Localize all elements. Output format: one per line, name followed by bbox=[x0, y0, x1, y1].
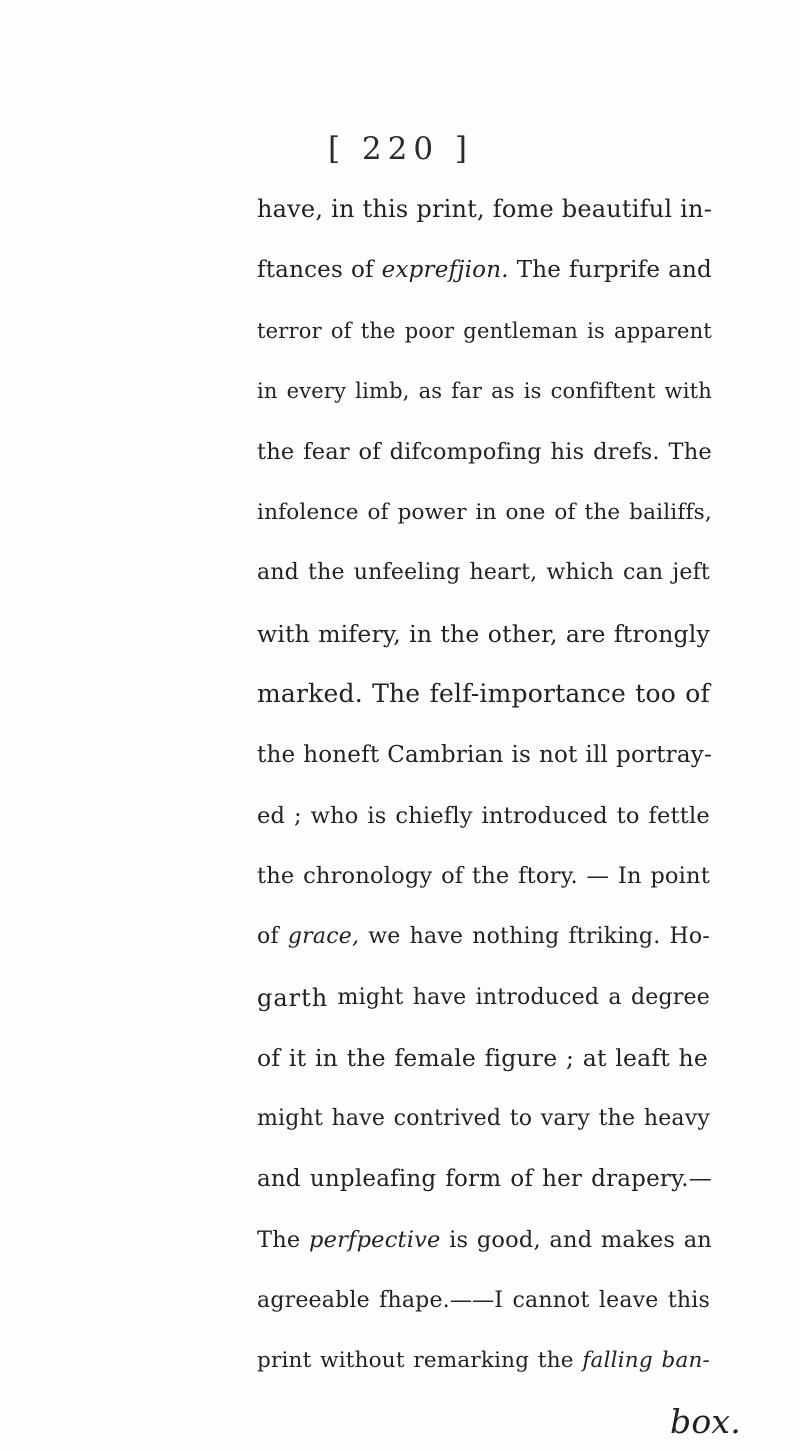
text-line: of it in the female figure ; at leaft he bbox=[257, 1044, 708, 1072]
text-line: might have contrived to vary the heavy bbox=[257, 1106, 710, 1131]
text-line: and the unfeeling heart, which can jeft bbox=[257, 560, 710, 585]
page-number: [ 220 ] bbox=[327, 131, 474, 167]
text-line: agreeable fhape.——I cannot leave this bbox=[257, 1288, 710, 1313]
text-line: have, in this print, fome beautiful in- bbox=[257, 195, 712, 223]
text-line: and unpleafing form of her drapery.— bbox=[257, 1166, 712, 1192]
text-line: terror of the poor gentleman is apparent bbox=[257, 319, 712, 343]
text-line: of grace, we have nothing ftriking. Ho- bbox=[257, 924, 710, 949]
text-line: infolence of power in one of the bailiffs, bbox=[257, 500, 712, 525]
text-line: ftances of exprefjion. The furprife and bbox=[257, 257, 712, 283]
text-line: box. bbox=[670, 1402, 741, 1441]
text-line: ed ; who is chiefly introduced to fettle bbox=[257, 803, 710, 829]
text-line: the fear of difcompofing his drefs. The bbox=[257, 439, 712, 465]
text-line: print without remarking the falling ban- bbox=[257, 1348, 710, 1373]
text-line: marked. The felf-importance too of bbox=[257, 679, 710, 708]
text-line: the chronology of the ftory. — In point bbox=[257, 863, 710, 889]
text-line: the honeft Cambrian is not ill portray- bbox=[257, 742, 712, 768]
text-line: garth might have introduced a degree bbox=[257, 984, 710, 1012]
text-line: with mifery, in the other, are ftrongly bbox=[257, 620, 710, 648]
text-line: The perfpective is good, and makes an bbox=[257, 1227, 712, 1253]
text-line: in every limb, as far as is confiftent with bbox=[257, 379, 712, 403]
